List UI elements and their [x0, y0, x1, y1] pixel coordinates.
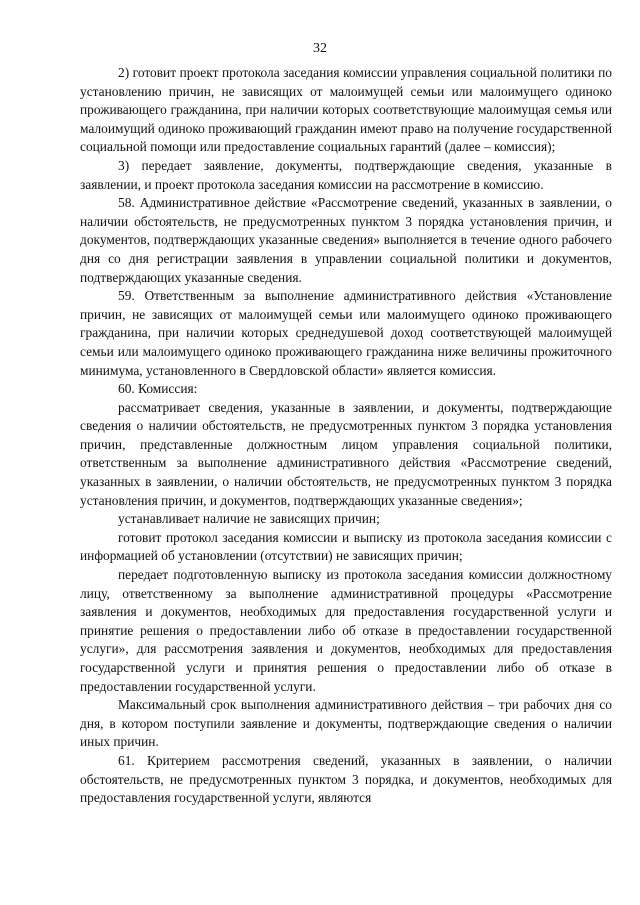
- paragraph-61: 61. Критерием рассмотрения сведений, указанных в заявлении, о наличии обстоятельств, не предусмотренных пунктом 3 порядка, и документов, необходимых для предоставления государственной услуги, являются: [80, 752, 612, 806]
- paragraph-58: 58. Административное действие «Рассмотрение сведений, указанных в заявлении, о наличии обстоятельств, не предусмотренных пунктом 3 порядка установления причин, и документов, подтверждающих указанные сведения» выполняется в течение одного рабочего дня со дня регистрации заявления в управлении социальной политики и документов, подтверждающих указанные сведения.: [80, 195, 612, 285]
- paragraph-60-prepares: готовит протокол заседания комиссии и выписку из протокола заседания комиссии с информацией об установлении (отсутствии) не зависящих причин;: [80, 529, 612, 564]
- paragraph-60-transfers: передает подготовленную выписку из протокола заседания комиссии должностному лицу, ответственному за выполнение административной процедуры «Рассмотрение заявления и документов, необходимых для предоставления государственной услуги и принятие решения о предоставлении либо об отказе в предоставлении государственной услуги», для рассмотрения заявления и документов, необходимых для предоставления государственной услуги и принятия решения о предоставлении либо об отказе в предоставлении государственной услуги.: [80, 567, 612, 694]
- paragraph-60-reviews: рассматривает сведения, указанные в заявлении, и документы, подтверждающие сведения о наличии обстоятельств, не предусмотренных пунктом 3 порядка установления причин, представленные должностным лицом управления социальной политики, ответственным за выполнение административного действия «Рассмотрение сведений, указанных в заявлении, о наличии обстоятельств, не предусмотренных пунктом 3 порядка установления причин, и документов, подтверждающих указанные сведения»;: [80, 399, 612, 508]
- paragraph-item-2: 2) готовит проект протокола заседания комиссии управления социальной политики по установлению причин, не зависящих от малоимущей семьи или малоимущего одиноко проживающего гражданина, при наличии которых соответствующие малоимущая семья или малоимущий одиноко проживающий гражданин имеют право на получение государственной социальной помощи или предоставление социальных гарантий (далее – комиссия);: [80, 65, 612, 155]
- paragraph-item-3: 3) передает заявление, документы, подтверждающие сведения, указанные в заявлении, и проект протокола заседания комиссии на рассмотрение в комиссию.: [80, 157, 612, 192]
- document-body: [80, 64, 612, 808]
- page-number: 32: [313, 41, 327, 56]
- paragraph-max-term: Максимальный срок выполнения административного действия – три рабочих дня со дня, в котором поступили заявление и документы, подтверждающие сведения о наличии иных причин.: [80, 697, 612, 750]
- paragraph-59: 59. Ответственным за выполнение административного действия «Установление причин, не зависящих от малоимущей семьи или малоимущего одиноко проживающего гражданина, при наличии которых среднедушевой доход соответствующей малоимущей семьи или малоимущего одиноко проживающего гражданина ниже величины прожиточного минимума, установленного в Свердловской области» является комиссия.: [80, 288, 612, 378]
- paragraph-60-establishes: устанавливает наличие не зависящих причин;: [118, 511, 380, 527]
- paragraph-60: 60. Комиссия:: [118, 381, 198, 397]
